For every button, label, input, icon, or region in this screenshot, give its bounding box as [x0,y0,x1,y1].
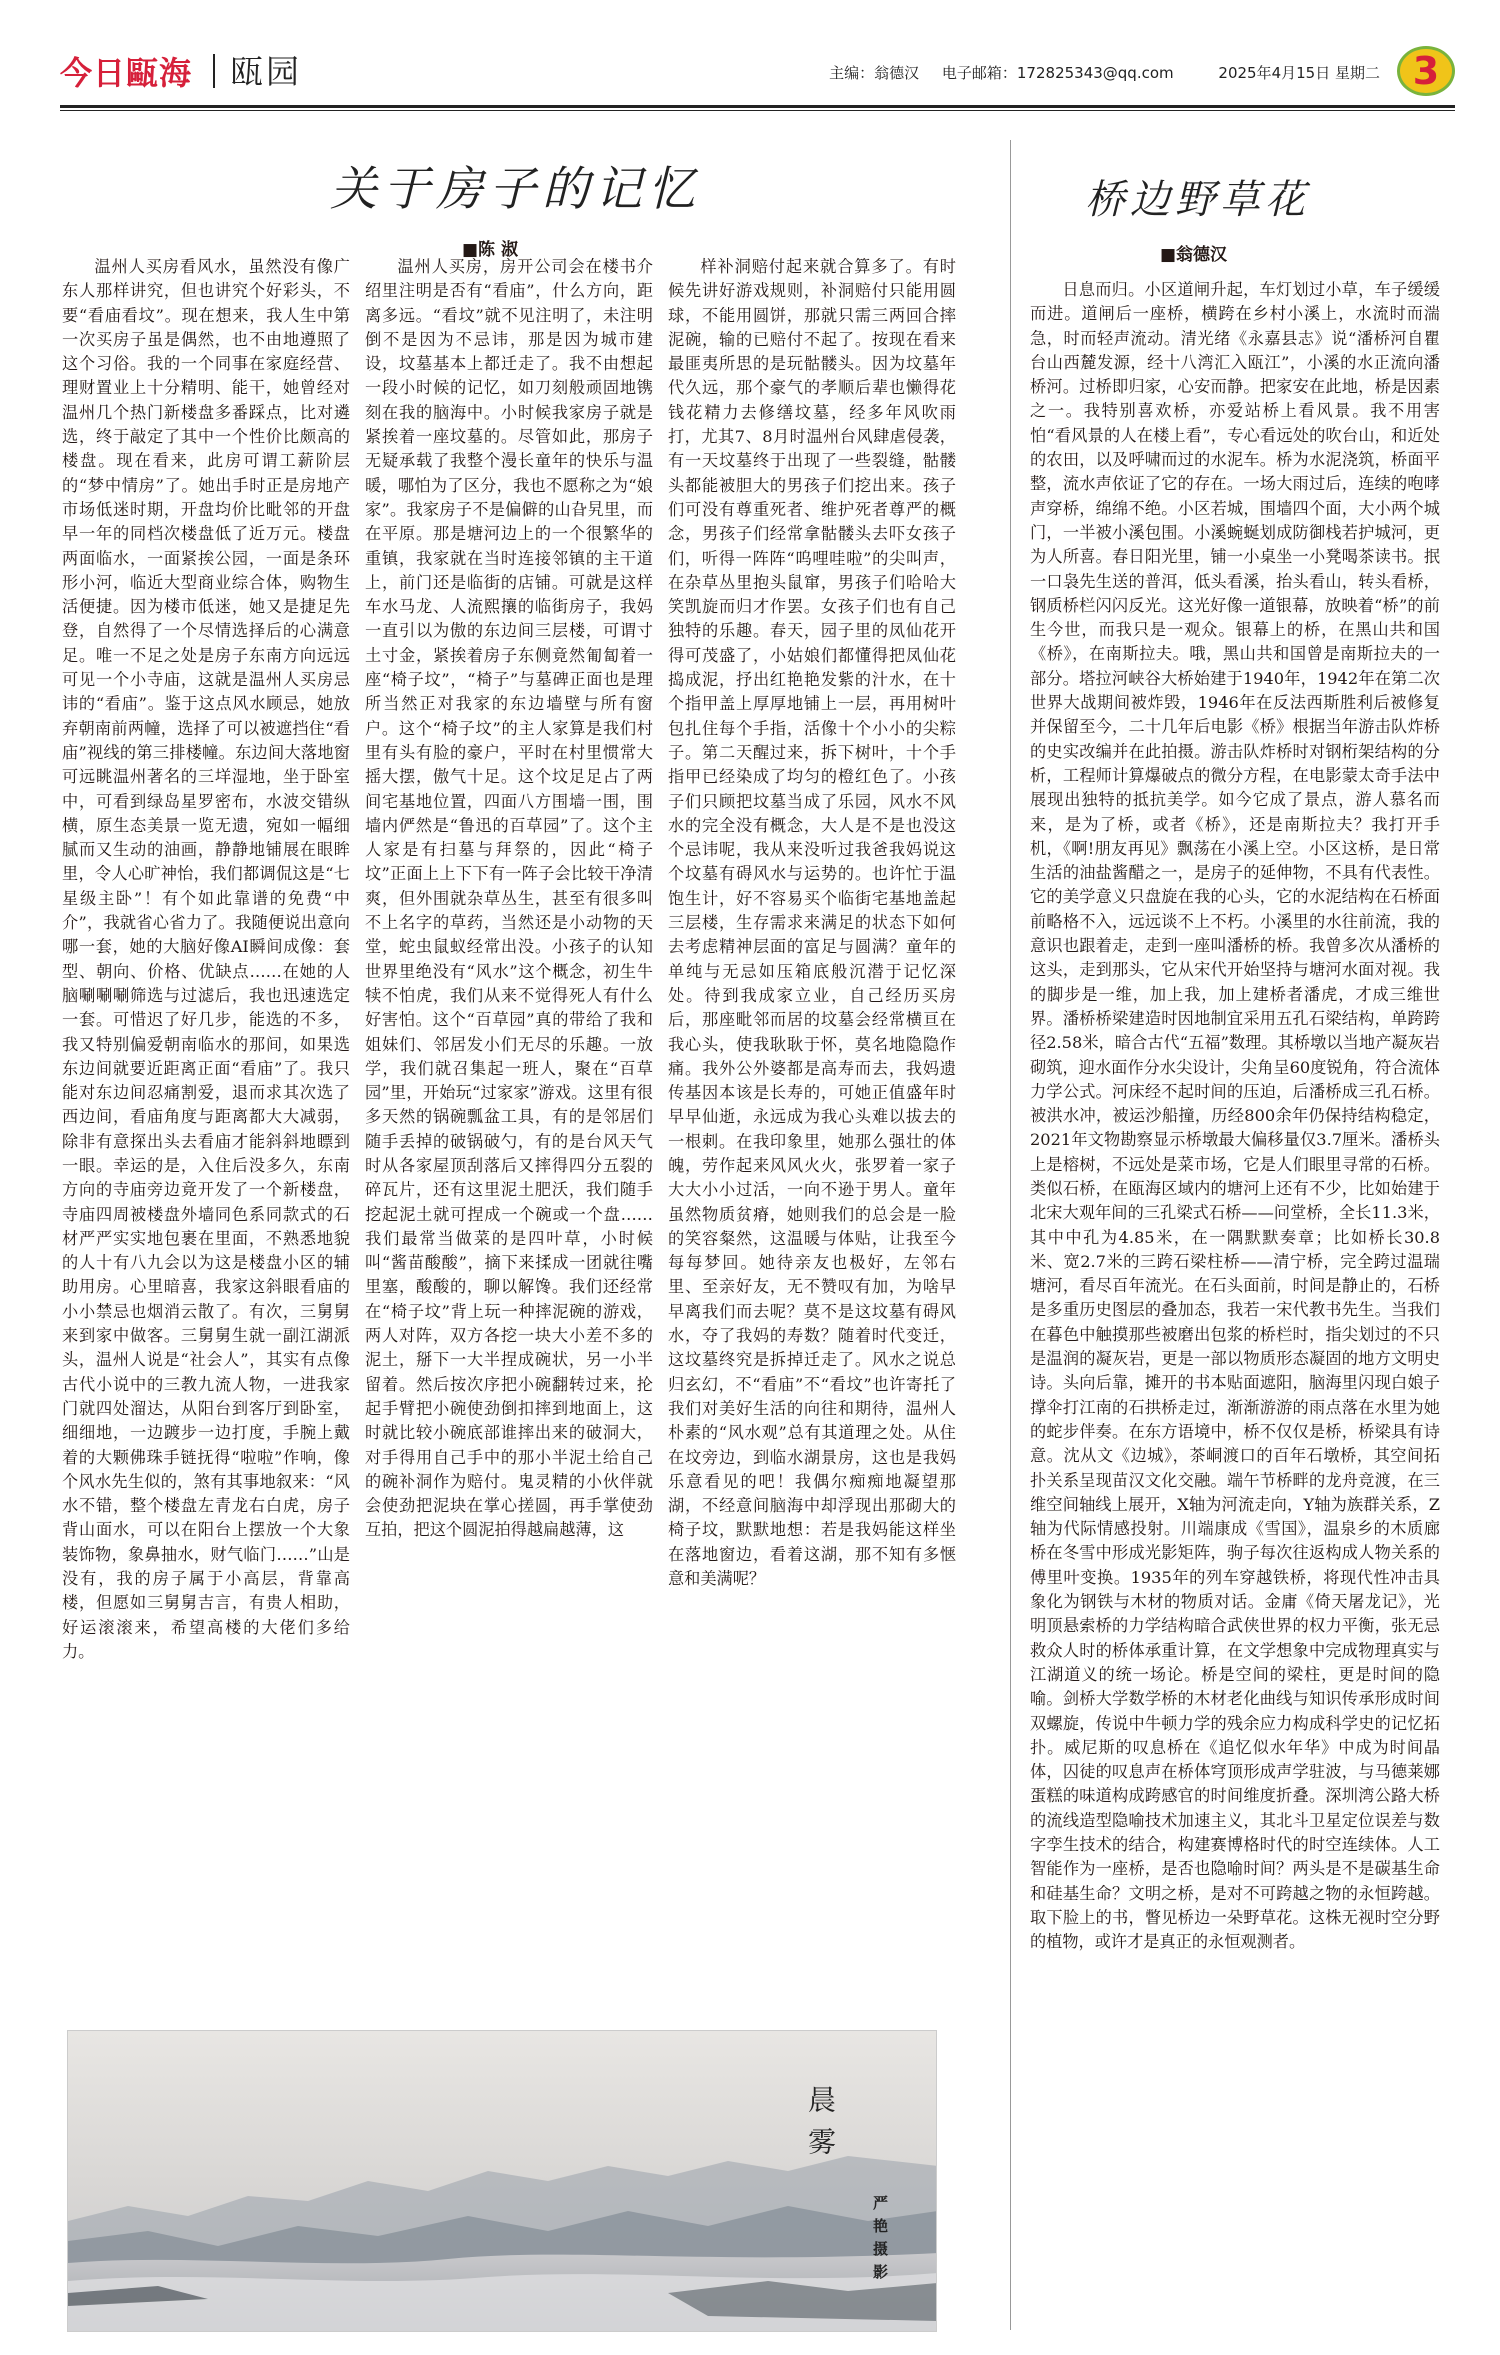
page-number: 3 [1412,49,1440,93]
masthead-separator [213,54,215,88]
header-rule [60,105,1455,108]
column-text: 日息而归。小区道闸升起，车灯划过小草，车子缓缓而进。道闸后一座桥，横跨在乡村小溪上，水流时而湍急，时而轻声流动。清光绪《永嘉县志》说“潘桥河自瞿台山西麓发源，经十八湾汇入瓯江”，小溪的水正流向潘桥河。过桥即归家，心安而静。把家安在此地，桥是因素之一。我特别喜欢桥，亦爱站桥上看风景。我不用害怕“看风景的人在楼上看”，专心看远处的吹台山，和近处的农田，以及呼啸而过的水泥车。桥为水泥浇筑，桥面平整，流水声依证了它的存在。一场大雨过后，连续的咆哮声穿桥，绵绵不绝。小区若城，围墙四个面，大小两个城门，一半被小溪包围。小溪蜿蜒划成防御栈若护城河，更为人所喜。春日阳光里，铺一小桌坐一小凳喝茶读书。抿一口袅先生送的普洱，低头看溪，抬头看山，转头看桥，钢质桥栏闪闪反光。这光好像一道银幕，放映着“桥”的前生今世，而我只是一观众。银幕上的桥，在黑山共和国《桥》，在南斯拉夫。哦，黑山共和国曾是南斯拉夫的一部分。塔拉河峡谷大桥始建于1940年，1942年在第二次世界大战期间被炸毁，1946年在反法西斯胜利后被修复并保留至今，二十几年后电影《桥》根据当年游击队炸桥的史实改编并在此拍摄。游击队炸桥时对钢桁架结构的分析，工程师计算爆破点的微分方程，在电影蒙太奇手法中展现出独特的抵抗美学。如今它成了景点，游人慕名而来，是为了桥，或者《桥》，还是南斯拉夫？我打开手机，《啊!朋友再见》飘荡在小溪上空。小区这桥，是日常生活的油盐酱醋之一，是房子的延伸物，不具有代表性。它的美学意义只盘旋在我的心头，它的水泥结构在石桥面前略格不入，远远谈不上不朽。小溪里的水往前流，我的意识也跟着走，走到一座叫潘桥的桥。我曾多次从潘桥的这头，走到那头，它从宋代开始坚持与塘河水面对视。我的脚步是一维，加上我，加上建桥者潘虎，才成三维世界。潘桥桥梁建造时因地制宜采用五孔石梁结构，单跨跨径2.58米，暗合古代“五福”数理。其桥墩以当地产凝灰岩砌筑，迎水面作分水尖设计，尖角呈60度锐角，符合流体力学公式。河床经不起时间的压迫，后潘桥成三孔石桥。被洪水冲，被运沙船撞，历经800余年仍保持结构稳定，2021年文物勘察显示桥墩最大偏移量仅3.7厘米。潘桥头上是榕树，不远处是菜市场，它是人们眼里寻常的石桥。类似石桥，在瓯海区域内的塘河上还有不少，比如始建于北宋大观年间的三孔梁式石桥——问堂桥，全长11.3米，其中中孔为4.85米，在一隅默默奏章；比如桥长30.8米、宽2.7米的三跨石梁柱桥——清宁桥，完全跨过温瑞塘河，看尽百年流光。在石头面前，时间是静止的，石桥是多重历史图层的叠加态，我若一宋代教书先生。当我们在暮色中触摸那些被磨出包浆的桥栏时，指尖划过的不只是温润的凝灰岩，更是一部以物质形态凝固的地方文明史诗。头向后靠，摊开的书本贴面遮阳，脑海里闪现白娘子撑伞打江南的石拱桥走过，渐渐游游的雨点落在水里为她的蛇步伴奏。在东方语境中，桥不仅仅是桥，桥梁具有诗意。沈从文《边城》，茶峒渡口的百年石墩桥，其空间拓扑关系呈现苗汉文化交融。端午节桥畔的龙舟竞渡，在三维空间轴线上展开，X轴为河流走向，Y轴为族群关系，Z轴为代际情感投射。川端康成《雪国》，温泉乡的木质廊桥在冬雪中形成光影矩阵，驹子每次往返构成人物关系的傅里叶变换。1935年的列车穿越铁桥，将现代性冲击具象化为钢铁与木材的物质对话。金庸《倚天屠龙记》，光明顶悬索桥的力学结构暗合武侠世界的权力平衡，张无忌救众人时的桥体承重计算，在文学想象中完成物理真实与江湖道义的统一场论。桥是空间的梁柱，更是时间的隐喻。剑桥大学数学桥的木材老化曲线与知识传承形成时间双螺旋，传说中牛顿力学的残余应力构成科学史的记忆拓扑。威尼斯的叹息桥在《追忆似水年华》中成为时间晶体，囚徒的叹息声在桥体穹顶形成声学驻波，与马德莱娜蛋糕的味道构成跨感官的时间维度折叠。深圳湾公路大桥的流线造型隐喻技术加速主义，其北斗卫星定位误差与数字孪生技术的结合，构建赛博格时代的时空连续体。人工智能作为一座桥，是否也隐喻时间？两头是不是碳基生命和硅基生命？文明之桥，是对不可跨越之物的永恒跨越。取下脸上的书，瞥见桥边一朵野草花。这株无视时空分野的植物，或许才是真正的永恒观测者。 [1030,280,1440,1952]
page-number-badge [1397,46,1455,96]
column-text: 温州人买房看风水，虽然没有像广东人那样讲究，但也讲究个好彩头，不要“看庙看坟”。现在想来，我人生中第一次买房子虽是偶然，也不由地遵照了这个习俗。我的一个同事在家庭经营、理财置业上十分精明、能干，她曾经对温州几个热门新楼盘多番踩点，比对遴选，终于敲定了其中一个性价比颇高的楼盘。现在看来，此房可谓工薪阶层的“梦中情房”了。她出手时正是房地产市场低迷时期，开盘均价比毗邻的开盘早一年的同档次楼盘低了近万元。楼盘两面临水，一面紧挨公园，一面是条环形小河，临近大型商业综合体，购物生活便捷。因为楼市低迷，她又是捷足先登，自然得了一个尽情选择后的心满意足。唯一不足之处是房子东南方向远远可见一个小寺庙，这就是温州人买房忌讳的“看庙”。鉴于这点风水顾忌，她放弃朝南前两幢，选择了可以被遮挡住“看庙”视线的第三排楼幢。东边间大落地窗可远眺温州著名的三垟湿地，坐于卧室中，可看到绿岛星罗密布，水波交错纵横，原生态美景一览无遗，宛如一幅细腻而又生动的油画，静静地铺展在眼眸里，令人心旷神怡，我们都调侃这是“七星级主卧”！有个如此靠谱的免费“中介”，我就省心省力了。我随便说出意向哪一套，她的大脑好像AI瞬间成像：套型、朝向、价格、优缺点……在她的人脑唰唰唰筛选与过滤后，我也迅速选定一套。可惜迟了好几步，能选的不多，我又特别偏爱朝南临水的那间，如果选东边间就要近距离正面“看庙”了。我只能对东边间忍痛割爱，退而求其次选了西边间，看庙角度与距离都大大减弱，除非有意探出头去看庙才能斜斜地瞟到一眼。幸运的是，入住后没多久，东南方向的寺庙旁边竟开发了一个新楼盘，寺庙四周被楼盘外墙同色系同款式的石材严严实实地包裹在里面，不熟悉地貌的人十有八九会以为这是楼盘小区的辅助用房。心里暗喜，我家这斜眼看庙的小小禁忌也烟消云散了。有次，三舅舅来到家中做客。三舅舅生就一副江湖派头，温州人说是“社会人”，其实有点像古代小说中的三教九流人物，一进我家门就四处溜达，从阳台到客厅到卧室，细细地，一边踱步一边打度，手腕上戴着的大颗佛珠手链抚得“啦啦”作响，像个风水先生似的，煞有其事地叙来：“风水不错，整个楼盘左青龙右白虎，房子背山面水，可以在阳台上摆放一个大象装饰物，象鼻抽水，财气临门……”山是没有，我的房子属于小高层，背靠高楼，但愿如三舅舅吉言，有贵人相助，好运滚滚来，希望高楼的大佬们多给力。 [62,257,350,1661]
email-label: 电子邮箱：172825343@qq.com [941,64,1174,82]
column-divider [1010,140,1011,2330]
article-title-bridge-flower: 桥边野草花 [1085,177,1310,223]
article-byline: ■陈 淑 [462,240,518,260]
article-column-3 [668,255,956,2025]
issue-date: 2025年4月15日 星期二 [1218,64,1380,82]
article-byline: ■翁德汉 [1160,245,1228,265]
article-column-2 [365,255,653,2025]
article-column-1 [62,255,350,2025]
newspaper-logo: 今日甌海 [60,54,193,92]
column-text: 样补洞赔付起来就合算多了。有时候先讲好游戏规则，补洞赔付只能用圆球，不能用圆饼，那就只需三两回合摔泥碗，输的已赔付不起了。按现在看来最匪夷所思的是玩骷髅头。因为坟墓年代久远，那个豪气的孝顺后辈也懒得花钱花精力去修缮坟墓，经多年风吹雨打，尤其7、8月时温州台风肆虐侵袭，有一天坟墓终于出现了一些裂缝，骷髅头都能被胆大的男孩子们挖出来。孩子们可没有尊重死者、维护死者尊严的概念，男孩子们经常拿骷髅头去吓女孩子们，听得一阵阵“呜哩哇啦”的尖叫声，在杂草丛里抱头鼠窜，男孩子们哈哈大笑凯旋而归才作罢。女孩子们也有自己独特的乐趣。春天，园子里的凤仙花开得可茂盛了，小姑娘们都懂得把凤仙花捣成泥，抒出红艳艳发紫的汁水，在十个指甲盖上厚厚地铺上一层，再用树叶包扎住每个手指，活像十个小小的尖粽子。第二天醒过来，拆下树叶，十个手指甲已经染成了均匀的橙红色了。小孩子们只顾把坟墓当成了乐园，风水不风水的完全没有概念，大人是不是也没这个忌讳呢，我从来没听过我爸我妈说这个坟墓有碍风水与运势的。也许忙于温饱生计，好不容易买个临街宅基地盖起三层楼，生存需求来满足的状态下如何去考虑精神层面的富足与圆满？童年的单纯与无忌如压箱底般沉潜于记忆深处。待到我成家立业，自己经历买房后，那座毗邻而居的坟墓会经常横亘在我心头，使我耿耿于怀，莫名地隐隐作痛。我外公外婆都是高寿而去，我妈遗传基因本该是长寿的，可她正值盛年时早早仙逝，永远成为我心头难以拔去的一根刺。在我印象里，她那么强壮的体魄，劳作起来风风火火，张罗着一家子大大小小过活，一向不逊于男人。童年虽然物质贫瘠，她则我们的总会是一脸的笑容粲然，这温暖与体贴，让我至今每每梦回。她待亲友也极好，左邻右里、至亲好友，无不赞叹有加，为啥早早离我们而去呢？莫不是这坟墓有碍风水，夺了我妈的寿数？随着时代变迁，这坟墓终究是拆掉迁走了。风水之说总归玄幻，不“看庙”不“看坟”也许寄托了我们对美好生活的向往和期待，温州人朴素的“风水观”总有其道理之处。从住在坟旁边，到临水湖景房，这也是我妈乐意看见的吧！我偶尔痴痴地凝望那湖，不经意间脑海中却浮现出那砌大的椅子坟，默默地想：若是我妈能这样坐在落地窗边，看着这湖，那不知有多惬意和美满呢？ [668,257,956,1589]
photo-morning-fog [67,2030,937,2332]
masthead-meta [811,62,1380,83]
masthead [60,48,1455,103]
editor-label: 主编：翁德汉 [829,64,920,82]
photo-title: 晨雾 [804,2085,837,2169]
column-text: 温州人买房，房开公司会在楼书介绍里注明是否有“看庙”，什么方向，距离多远。“看坟”就不见注明了，未注明倒不是因为不忌讳，那是因为城市建设，坟墓基本上都迁走了。我不由想起一段小时候的记忆，如刀刻般顽固地镌刻在我的脑海中。小时候我家房子就是紧挨着一座坟墓的。尽管如此，那房子无疑承载了我整个漫长童年的快乐与温暖，哪怕为了区分，我也不愿称之为“娘家”。我家房子不是偏僻的山旮旯里，而在平原。那是塘河边上的一个很繁华的重镇，我家就在当时连接邻镇的主干道上，前门还是临街的店铺。可就是这样车水马龙、人流熙攘的临街房子，我妈一直引以为傲的东边间三层楼，可谓寸土寸金，紧挨着房子东侧竟然匍匐着一座“椅子坟”，“椅子”与墓碑正面也是理所当然正对我家的东边墙壁与所有窗户。这个“椅子坟”的主人家算是我们村里有头有脸的豪户，平时在村里惯常大摇大摆，傲气十足。这个坟足足占了两间宅基地位置，四面八方围墙一围，围墙内俨然是“鲁迅的百草园”了。这个主人家是有扫墓与拜祭的，因此“椅子坟”正面上上下下有一阵子会比较干净清爽，但外围就杂草丛生，甚至有很多叫不上名字的草药，当然还是小动物的天堂，蛇虫鼠蚁经常出没。小孩子的认知世界里绝没有“风水”这个概念，初生牛犊不怕虎，我们从来不觉得死人有什么好害怕。这个“百草园”真的带给了我和姐妹们、邻居发小们无尽的乐趣。一放学，我们就召集起一班人，聚在“百草园”里，开始玩“过家家”游戏。这里有很多天然的锅碗瓢盆工具，有的是邻居们随手丢掉的破锅破勺，有的是台风天气时从各家屋顶刮落后又摔得四分五裂的碎瓦片，还有这里泥土肥沃，我们随手挖起泥土就可捏成一个碗或一个盘……我们最常当做菜的是四叶草，小时候叫“酱苗酸酸”，摘下来揉成一团就往嘴里塞，酸酸的，聊以解馋。我们还经常在“椅子坟”背上玩一种摔泥碗的游戏，两人对阵，双方各挖一块大小差不多的泥土，掰下一大半捏成碗状，另一小半留着。然后按次序把小碗翻转过来，抡起手臂把小碗使劲倒扣摔到地面上，这时就比较小碗底部谁摔出来的破洞大，对手得用自己手中的那小半泥土给自己的碗补洞作为赔付。鬼灵精的小伙伴就会使劲把泥块在掌心搓圆，再手掌使劲互拍，把这个圆泥拍得越扁越薄，这 [365,257,653,1540]
header-rule-thin [60,110,1455,111]
article-title-house-memory: 关于房子的记忆 [330,162,701,217]
fog-landscape-image [68,2031,937,2332]
photo-credit: 严艳摄影 [871,2195,889,2287]
article-column-4 [1030,278,1440,2328]
section-name: 瓯园 [230,52,302,91]
